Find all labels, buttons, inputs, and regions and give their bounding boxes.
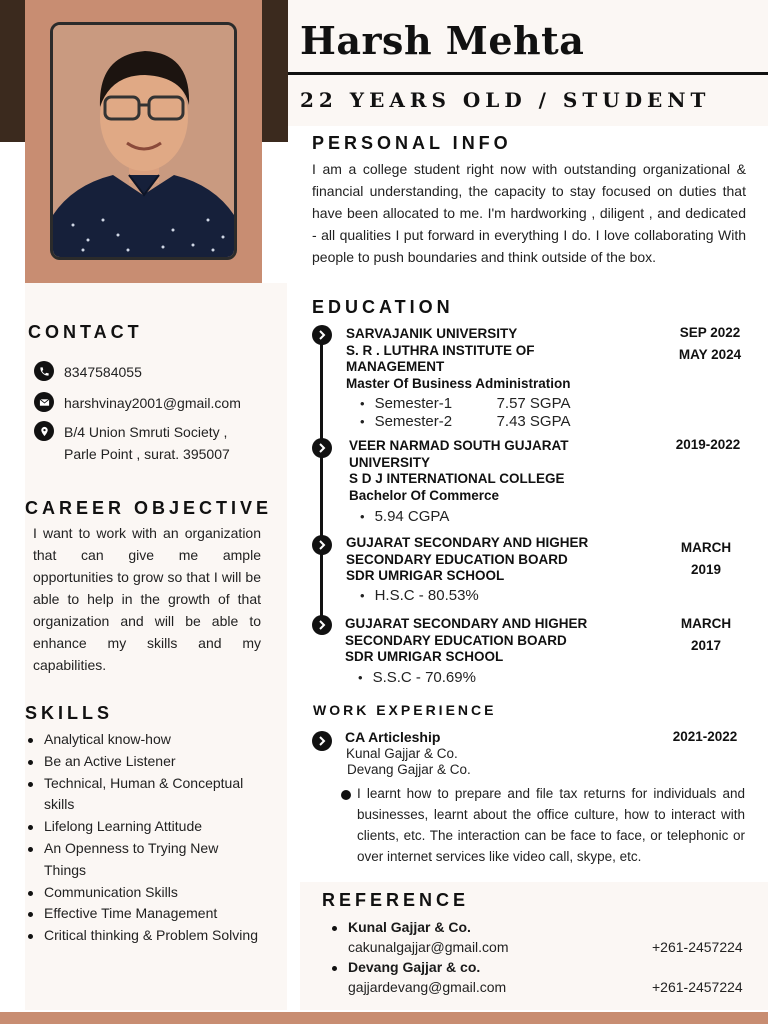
work-bullet-dot (341, 790, 351, 800)
bullet-label: • S.S.C - 70.69% (372, 669, 476, 686)
date-line: 2019 (690, 562, 722, 577)
work-entry (345, 729, 645, 778)
date-line: MAY 2024 (678, 347, 742, 362)
bullet-label: • Semester-2 (374, 413, 453, 430)
date-line: 2019-2022 (675, 437, 741, 452)
education-date-3 (658, 537, 754, 581)
skills-list (24, 729, 286, 947)
list-item: Effective Time Management (24, 903, 286, 925)
reference-phone[interactable]: +261-2457224 (652, 939, 743, 955)
education-institution: GUJARAT SECONDARY AND HIGHER SECONDARY EDUCATION BOARD (346, 535, 589, 567)
education-degree: Master Of Business Administration (346, 375, 571, 391)
list-item: Communication Skills (24, 882, 286, 904)
education-degree: Bachelor Of Commerce (349, 487, 500, 503)
education-institute: S D J INTERNATIONAL COLLEGE (349, 471, 565, 486)
personal-info-text: I am a college student right now with outstanding organizational & financial understanding, the capacity to stay focused on duties that have been allocated to me. I'm hardworking , diligent , and dedicated - all qualities I put forward in everything I do. I love collaborating With people to push boundaries and think outside of the box. (312, 161, 746, 265)
education-institute: SDR UMRIGAR SCHOOL (346, 568, 505, 583)
reference-email[interactable]: gajjardevang@gmail.com (348, 979, 507, 995)
education-institution: GUJARAT SECONDARY AND HIGHER SECONDARY EDUCATION BOARD (345, 616, 588, 648)
education-entry-2 (349, 438, 609, 504)
education-bullet (358, 669, 476, 687)
contact-address-line2: Parle Point , surat. 395007 (64, 446, 230, 462)
education-timeline-line (320, 335, 323, 620)
bullet-value: 7.43 SGPA (496, 413, 571, 430)
work-org-2: Devang Gajjar & Co. (347, 761, 471, 777)
reference-name: Devang Gajjar & co. (348, 959, 481, 975)
education-heading: EDUCATION (312, 297, 454, 317)
reference-phone[interactable]: +261-2457224 (652, 979, 743, 995)
contact-email-text: harshvinay2001@gmail.com (64, 395, 241, 411)
list-item: Lifelong Learning Attitude (24, 816, 286, 838)
career-objective-heading: CAREER OBJECTIVE (25, 498, 273, 518)
work-experience-heading: WORK EXPERIENCE (313, 702, 497, 718)
education-date-2 (660, 434, 756, 456)
location-pin-icon (34, 421, 54, 441)
bullet-label: • Semester-1 (374, 395, 453, 412)
contact-address-line1: B/4 Union Smruti Society , (64, 424, 228, 440)
education-institute: SDR UMRIGAR SCHOOL (345, 649, 504, 664)
work-title: CA Articleship (345, 729, 441, 745)
contact-heading: CONTACT (28, 322, 143, 342)
list-item: Be an Active Listener (24, 751, 286, 773)
skills-heading: SKILLS (25, 703, 114, 723)
work-description: I learnt how to prepare and file tax returns for individuals and businesses, learnt about the office culture, how to interact with clients, etc. The interaction can be face to face, or telephonic or over internet services like video call, skype, etc. (357, 786, 745, 864)
phone-icon (34, 361, 54, 381)
contact-email[interactable] (34, 392, 241, 414)
reference-heading: REFERENCE (322, 890, 470, 910)
education-bullet (360, 395, 571, 413)
career-objective-text: I want to work with an organization that can give me ample opportunities to grow so that I will be able to help in the growth of that organization and will be able to enhance my skills and my capabilities. (33, 525, 261, 673)
personal-info-heading: PERSONAL INFO (312, 133, 512, 153)
date-line: 2017 (690, 638, 722, 653)
chevron-right-icon (312, 438, 332, 458)
candidate-name: Harsh Mehta (300, 18, 585, 63)
date-line: SEP 2022 (679, 325, 741, 340)
bullet-label: • H.S.C - 80.53% (374, 587, 479, 604)
list-item: Critical thinking & Problem Solving (24, 925, 286, 947)
date-line: MARCH (680, 540, 732, 555)
date-line: MARCH (680, 616, 732, 631)
education-institute: S. R . LUTHRA INSTITUTE OF MANAGEMENT (346, 342, 535, 374)
education-bullet (360, 413, 571, 431)
contact-phone[interactable] (34, 361, 142, 383)
work-date: 2021-2022 (672, 729, 738, 744)
education-date-4 (658, 613, 754, 657)
chevron-right-icon (312, 731, 332, 751)
mail-icon (34, 392, 54, 412)
education-date-1 (662, 322, 758, 366)
education-entry-1 (346, 326, 646, 392)
chevron-right-icon (312, 615, 332, 635)
reference-bullet-dot (332, 926, 337, 931)
reference-bullet-dot (332, 966, 337, 971)
contact-phone-text: 8347584055 (64, 364, 142, 380)
education-bullet (360, 587, 479, 605)
work-org-1: Kunal Gajjar & Co. (346, 745, 458, 761)
list-item: An Openness to Trying New Things (24, 838, 249, 882)
bullet-label: • 5.94 CGPA (374, 508, 450, 525)
chevron-right-icon (312, 535, 332, 555)
chevron-right-icon (312, 325, 332, 345)
list-item: Analytical know-how (24, 729, 286, 751)
education-institution: VEER NARMAD SOUTH GUJARAT UNIVERSITY (349, 438, 569, 470)
education-entry-4 (345, 616, 607, 666)
profile-photo (50, 22, 237, 260)
education-entry-3 (346, 535, 608, 585)
reference-name: Kunal Gajjar & Co. (348, 919, 471, 935)
education-bullet (360, 508, 449, 526)
contact-address (34, 421, 230, 465)
bottom-band (0, 1012, 768, 1024)
reference-email[interactable]: cakunalgajjar@gmail.com (348, 939, 509, 955)
header-divider (288, 72, 768, 75)
candidate-subtitle: 22 YEARS OLD / STUDENT (300, 88, 711, 112)
bullet-value: 7.57 SGPA (496, 395, 571, 412)
list-item: Technical, Human & Conceptual skills (24, 773, 264, 817)
education-institution: SARVAJANIK UNIVERSITY (346, 326, 518, 341)
